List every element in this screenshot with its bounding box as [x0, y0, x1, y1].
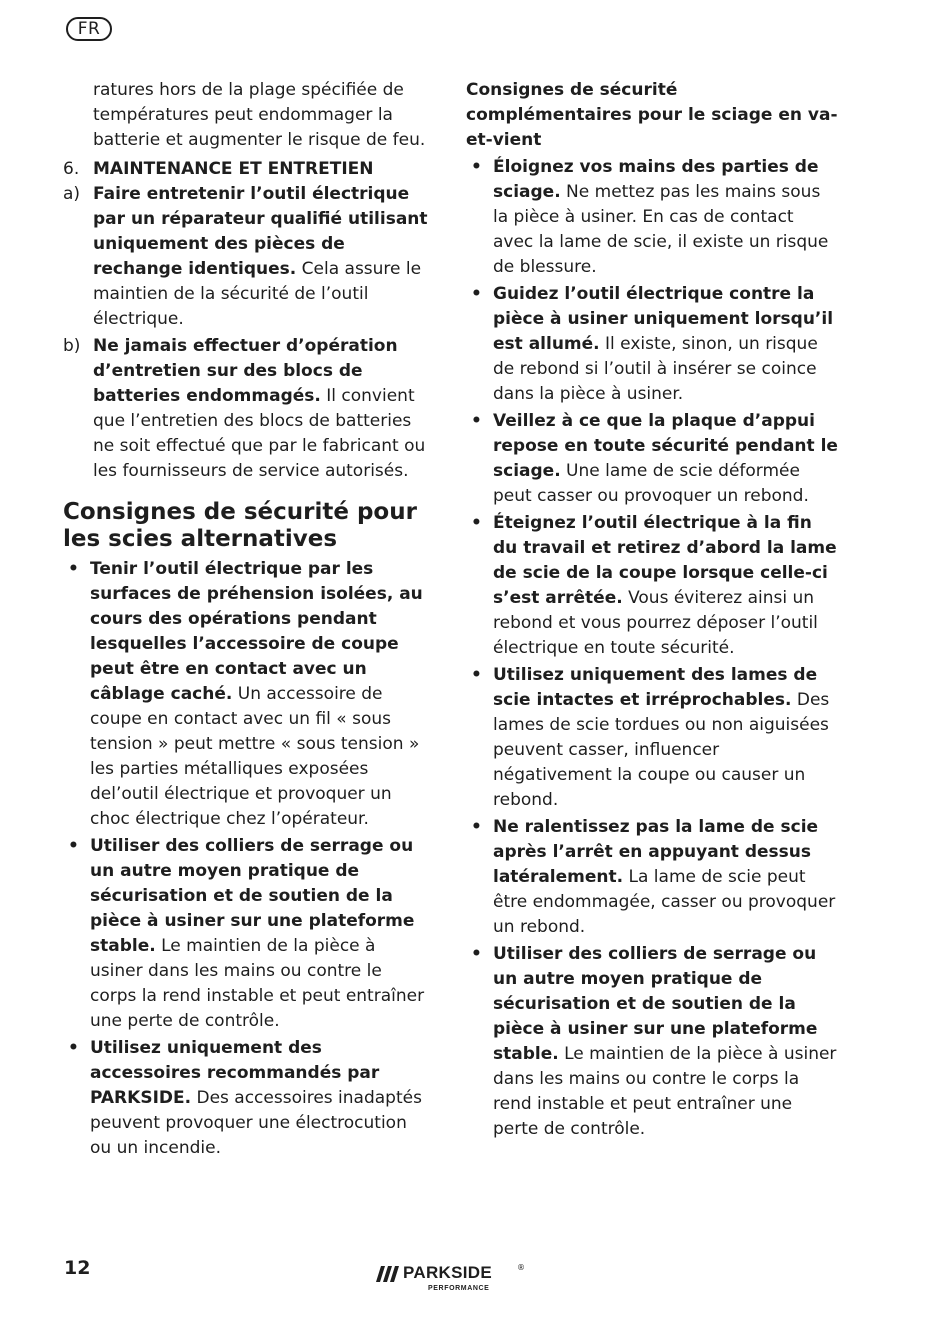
left-bullet-3-bold: Utilisez uniquement des accessoires recommandés par PARKSIDE.: [90, 1038, 380, 1108]
maintenance-item-a: [63, 182, 433, 332]
left-bullet-1-text: Un accessoire de coupe en contact avec un fil « sous tension » peut mettre « sous tension » les parties métalliques exposées del’outil électrique et provoquer un choc électrique chez l’opérateur.: [90, 684, 420, 829]
section-6-heading: [63, 157, 433, 182]
right-bullet-5: [466, 663, 838, 813]
brand-trademark: ®: [517, 1263, 525, 1272]
bullet-dot: •: [68, 836, 79, 856]
right-bullet-6-bold: Ne ralentissez pas la lame de scie après l’arrêt en appuyant dessus latéralement.: [493, 817, 819, 887]
right-bullet-2: [466, 282, 838, 407]
right-bullet-7: [466, 942, 838, 1142]
bullet-dot: •: [471, 411, 482, 431]
right-bullet-4-bold: Éteignez l’outil électrique à la fin du travail et retirez d’abord la lame de scie de la coupe lorsque celle-ci s’est arrêtée.: [493, 513, 837, 608]
right-bullet-2-text: Il existe, sinon, un risque de rebond si l’outil à insérer se coince dans la pièce à usiner.: [493, 334, 818, 404]
item-a-text: Cela assure le maintien de la sécurité de l’outil électrique.: [93, 259, 422, 329]
bullet-dot: •: [471, 157, 482, 177]
left-bullet-2-text: Le maintien de la pièce à usiner dans les mains ou contre le corps la rend instable et peut entraîner une perte de contrôle.: [90, 936, 425, 1031]
right-bullet-7-bold: Utiliser des colliers de serrage ou un autre moyen pratique de sécurisation et de soutien de la pièce à usiner sur une plateforme stable.: [493, 944, 818, 1064]
right-bullet-3-bold: Veillez à ce que la plaque d’appui repose en toute sécurité pendant le sciage.: [493, 411, 838, 481]
bullet-dot: •: [471, 665, 482, 685]
item-b-text: Il convient que l’entretien des blocs de batteries ne soit effectué que par le fabricant ou les fournisseurs de service autorisés.: [93, 386, 426, 481]
right-bullet-5-bold: Utilisez uniquement des lames de scie intactes et irréprochables.: [493, 665, 818, 710]
left-bullet-2-bold: Utiliser des colliers de serrage ou un autre moyen pratique de sécurisation et de soutien de la pièce à usiner sur une plateforme stable.: [90, 836, 415, 956]
bullet-dot: •: [471, 513, 482, 533]
right-bullet-2-bold: Guidez l’outil électrique contre la pièce à usiner uniquement lorsqu’il est allumé.: [493, 284, 834, 354]
bullet-dot: •: [471, 284, 482, 304]
brand-name: PARKSIDE: [403, 1263, 492, 1282]
right-bullet-6-text: La lame de scie peut être endommagée, casser ou provoquer un rebond.: [493, 867, 836, 937]
left-bullet-3: [63, 1036, 433, 1161]
right-bullet-3: [466, 409, 838, 509]
language-badge: FR: [66, 17, 112, 41]
section-heading-reciprocating-sawing: Consignes de sécurité complémentaires pour le sciage en va-et-vient: [466, 80, 838, 150]
parkside-logo: [376, 1263, 526, 1299]
bullet-dot: •: [471, 944, 482, 964]
bullet-dot: •: [68, 1038, 79, 1058]
right-bullet-1-text: Ne mettez pas les mains sous la pièce à usiner. En cas de contact avec la lame de scie, il existe un risque de blessure.: [493, 182, 829, 277]
intro-continuation: ratures hors de la plage spécifiée de températures peut endommager la batterie et augmenter le risque de feu.: [93, 80, 426, 150]
right-column: [466, 78, 838, 1142]
brand-subtitle: PERFORMANCE: [428, 1285, 490, 1292]
item-b-marker: b): [63, 336, 81, 356]
item-a-bold: Faire entretenir l’outil électrique par un réparateur qualifié utilisant uniquement des pièces de rechange identiques.: [93, 184, 428, 279]
page-number: 12: [64, 1257, 91, 1279]
left-bullet-3-text: Des accessoires inadaptés peuvent provoquer une électrocution ou un incendie.: [90, 1088, 422, 1158]
right-bullet-1-bold: Éloignez vos mains des parties de sciage.: [493, 157, 819, 202]
right-bullet-3-text: Une lame de scie déformée peut casser ou provoquer un rebond.: [493, 461, 809, 506]
left-column: [63, 78, 433, 1161]
right-bullet-6: [466, 815, 838, 940]
bullet-dot: •: [471, 817, 482, 837]
right-bullet-4-text: Vous éviterez ainsi un rebond et vous pourrez déposer l’outil électrique en toute sécurité.: [493, 588, 818, 658]
right-bullet-4: [466, 511, 838, 661]
right-bullet-1: [466, 155, 838, 280]
section-6-title: MAINTENANCE ET ENTRETIEN: [93, 159, 374, 179]
right-bullet-5-text: Des lames de scie tordues ou non aiguisées peuvent casser, influencer négativement la coupe ou causer un rebond.: [493, 690, 830, 810]
left-bullet-2: [63, 834, 433, 1034]
item-a-marker: a): [63, 184, 81, 204]
bullet-dot: •: [68, 559, 79, 579]
item-b-bold: Ne jamais effectuer d’opération d’entretien sur des blocs de batteries endommagés.: [93, 336, 398, 406]
brand-slashes-icon: [376, 1266, 400, 1282]
section-heading-alternative-saws: Consignes de sécurité pour les scies alternatives: [63, 499, 417, 552]
maintenance-item-b: [63, 334, 433, 484]
section-6-number: 6.: [63, 159, 80, 179]
right-bullet-7-text: Le maintien de la pièce à usiner dans les mains ou contre le corps la rend instable et peut entraîner une perte de contrôle.: [493, 1044, 837, 1139]
left-bullet-1: [63, 557, 433, 832]
left-bullet-1-bold: Tenir l’outil électrique par les surfaces de préhension isolées, au cours des opérations pendant lesquelles l’accessoire de coupe peut être en contact avec un câblage caché.: [90, 559, 423, 704]
